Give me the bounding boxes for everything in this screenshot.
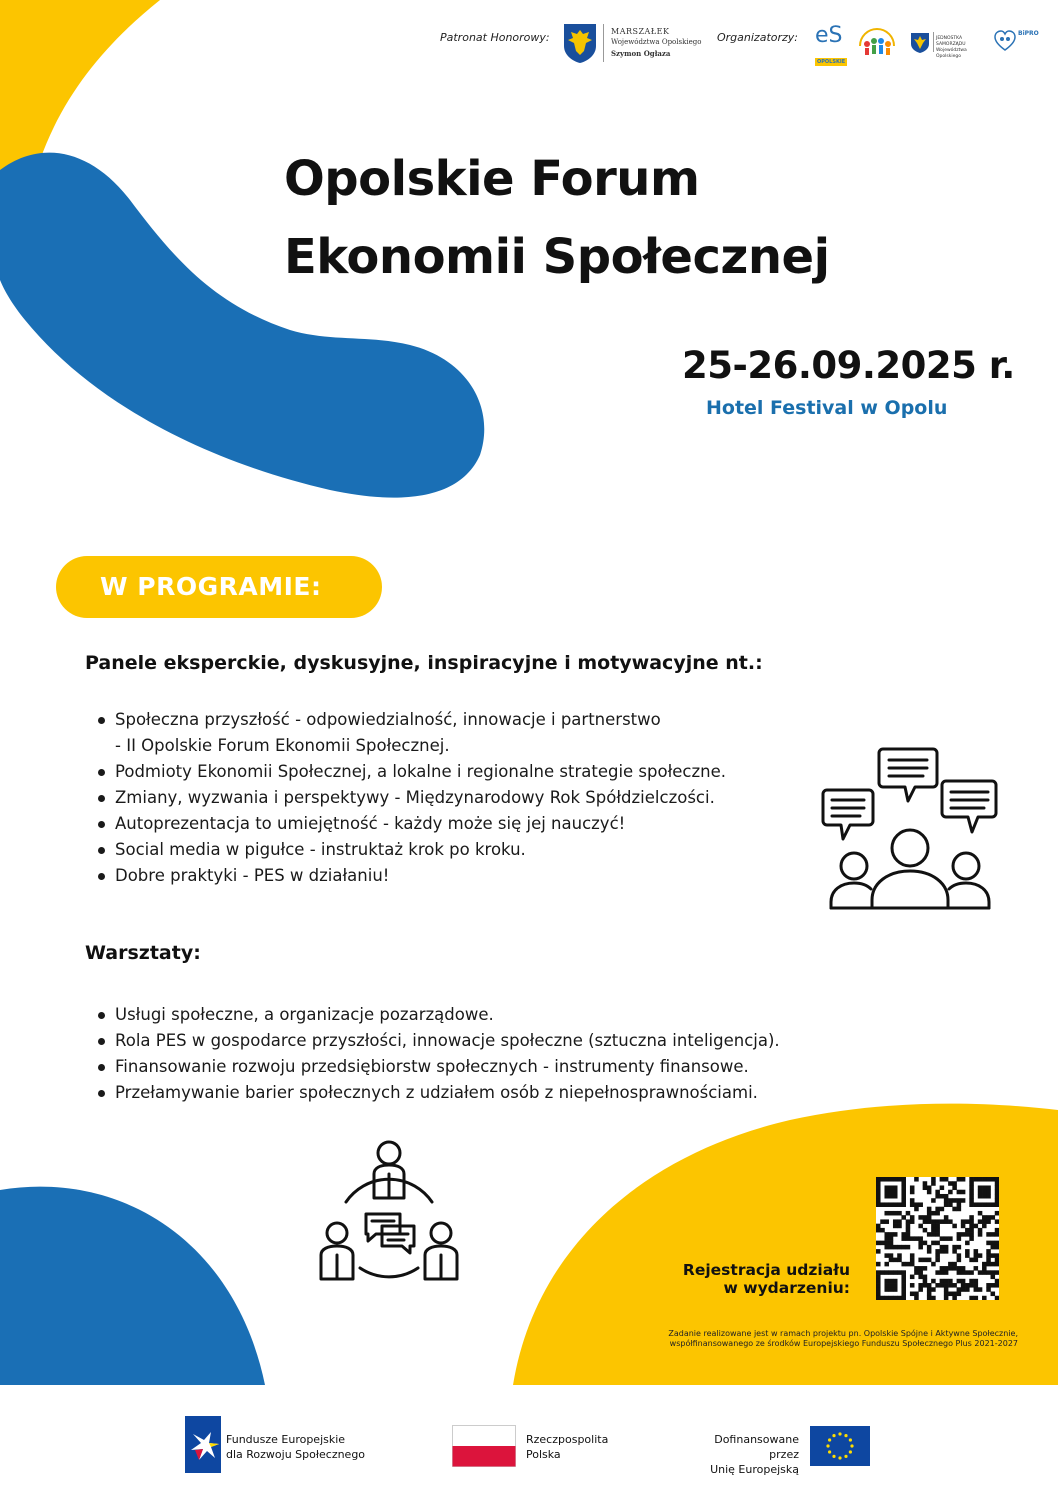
title-line2: Ekonomii Społecznej [284, 229, 830, 285]
ue-line1: Dofinansowane przez [714, 1433, 799, 1461]
list-item: Usługi społeczne, a organizacje pozarządowe. [98, 1002, 780, 1028]
speech-group-icon [818, 745, 1002, 915]
workshop-group-icon [316, 1138, 462, 1284]
list-item: Finansowanie rozwoju przedsiębiorstw społecznych - instrumenty finansowe. [98, 1054, 780, 1080]
panele-item1-line2: - II Opolskie Forum Ekonomii Społecznej. [115, 736, 450, 755]
rzeczpospolita-line2: Polska [526, 1448, 561, 1461]
org-es-sub: OPOLSKIE [817, 59, 846, 65]
list-item [98, 707, 726, 759]
list-item: Social media w pigułce - instruktaż krok po kroku. [98, 837, 726, 863]
registration-line2: w wydarzeniu: [723, 1279, 850, 1297]
panele-item1-line1: Społeczna przyszłość - odpowiedzialność, innowacje i partnerstwo [115, 710, 661, 729]
patronat-label: Patronat Honorowy: [440, 31, 550, 44]
warsztaty-list [98, 1002, 780, 1106]
ue-line2: Unię Europejską [710, 1463, 799, 1476]
registration-line1: Rejestracja udziału [682, 1261, 850, 1279]
marszalek-line3: Szymon Ogłaza [611, 49, 671, 58]
list-item: Rola PES w gospodarce przyszłości, innowacje społeczne (sztuczna inteligencja). [98, 1028, 780, 1054]
eagle-crest-icon [562, 22, 598, 64]
organizatorzy-label: Organizatorzy: [717, 31, 799, 44]
marszalek-line1: MARSZAŁEK [611, 27, 670, 36]
title-line1: Opolskie Forum [284, 151, 700, 207]
qr-code[interactable] [876, 1177, 999, 1300]
fundusze-line1: Fundusze Europejskie [226, 1433, 346, 1446]
poland-flag-icon [452, 1425, 516, 1467]
rzeczpospolita-text [526, 1432, 608, 1462]
fundusze-text [226, 1432, 365, 1462]
marszalek-text [611, 26, 701, 59]
list-item: Zmiany, wyzwania i perspektywy - Międzynarodowy Rok Spółdzielczości. [98, 785, 726, 811]
project-note-line2: współfinansowanego ze środków Europejskiego Funduszu Społecznego Plus 2021-2027 [669, 1339, 1018, 1348]
header-divider [603, 24, 604, 62]
rzeczpospolita-line1: Rzeczpospolita [526, 1433, 609, 1446]
event-date: 25-26.09.2025 r. [682, 344, 1015, 387]
ue-text [683, 1432, 799, 1477]
event-venue: Hotel Festival w Opolu [706, 397, 948, 419]
list-item: Dobre praktyki - PES w działaniu! [98, 863, 726, 889]
org-es-logo [815, 23, 851, 65]
eu-flag-icon [810, 1426, 870, 1466]
org-bipro-text: BiPRO [1018, 30, 1039, 37]
warsztaty-heading: Warsztaty: [85, 942, 201, 964]
list-item: Podmioty Ekonomii Społecznej, a lokalne i regionalne strategie społeczne. [98, 759, 726, 785]
marszalek-line2: Województwa Opolskiego [611, 38, 702, 46]
fundusze-line2: dla Rozwoju Społecznego [226, 1448, 366, 1461]
org-es-text: eS [815, 23, 843, 48]
qr-code-icon [876, 1177, 999, 1300]
registration-text [620, 1261, 850, 1297]
org-samorzad-text: JEDNOSTKA SAMORZĄDU Województwa Opolskiego [936, 36, 967, 59]
org-bipro-heart-icon [994, 28, 1016, 54]
panele-heading: Panele eksperckie, dyskusyjne, inspiracyjne i motywacyjne nt.: [85, 652, 763, 674]
program-label: W PROGRAMIE: [100, 572, 322, 601]
list-item: Autoprezentacja to umiejętność - każdy może się jej nauczyć! [98, 811, 726, 837]
project-note-line1: Zadanie realizowane jest w ramach projektu pn. Opolskie Spójne i Aktywne Społecznie, [668, 1329, 1018, 1338]
fundusze-europejskie-logo-icon [185, 1416, 221, 1473]
project-note [560, 1329, 1018, 1349]
org-crest-icon [910, 32, 930, 54]
program-badge [56, 556, 382, 618]
org-circle-logo-icon [856, 24, 898, 62]
list-item: Przełamywanie barier społecznych z udziałem osób z niepełnosprawnościami. [98, 1080, 780, 1106]
org-divider [933, 32, 934, 52]
page-title [284, 140, 830, 296]
panele-list [98, 707, 726, 889]
